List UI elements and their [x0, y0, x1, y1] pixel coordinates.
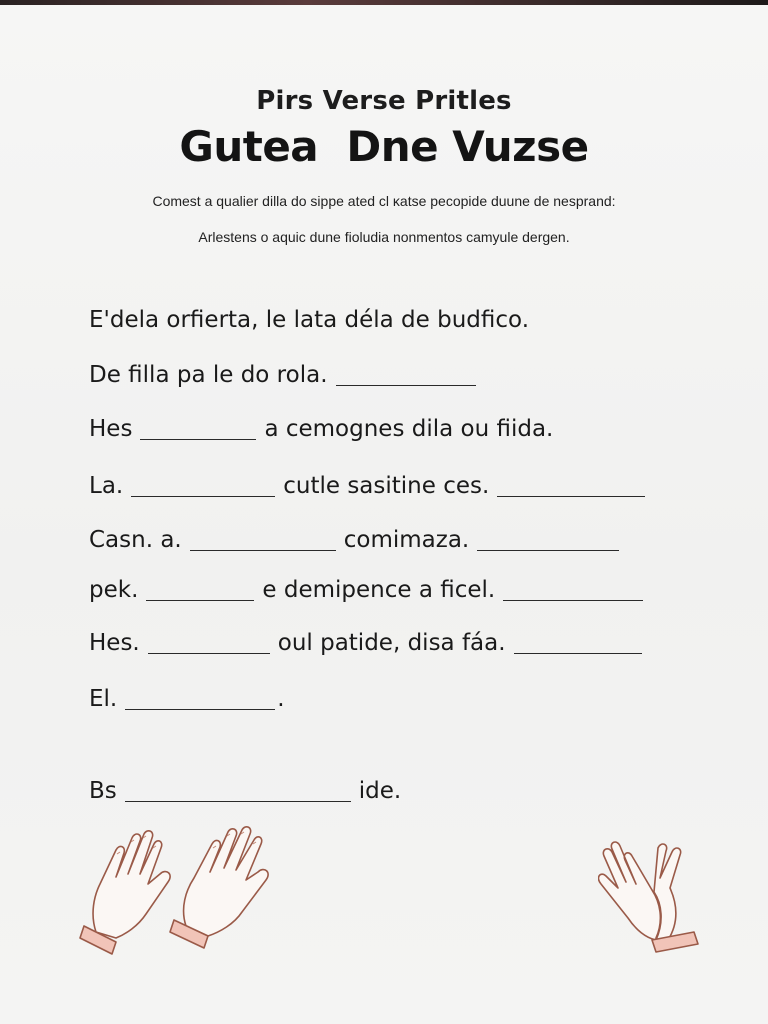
sentence-8: [89, 686, 285, 712]
sentence-text: La.: [89, 473, 124, 499]
sentence-7: [89, 630, 650, 656]
sentence-text: El.: [89, 686, 118, 712]
sentence-text: cutle sasitine ces.: [283, 473, 490, 499]
answer-blank[interactable]: [190, 530, 336, 551]
sentence-1: [89, 307, 529, 333]
raised-hands-icon: [598, 826, 708, 966]
answer-blank[interactable]: [148, 633, 270, 654]
answer-blank[interactable]: [336, 365, 476, 386]
sentence-text: pek.: [89, 577, 139, 603]
answer-blank[interactable]: [125, 781, 351, 802]
worksheet-header: [0, 86, 768, 245]
sentence-text: oul patide, disa fáa.: [277, 630, 506, 656]
worksheet-subtitle: Pirs Verse Pritles: [256, 86, 512, 116]
sentence-5: [89, 527, 627, 553]
sentence-text: Hes.: [89, 630, 140, 656]
sentence-text: Bs: [89, 778, 117, 804]
instruction-line-2: Arlestens o aquic dune fioludia nonmentos camyule dergen.: [198, 229, 570, 245]
sentence-2: [89, 362, 484, 388]
worksheet-title: Gutea Dne Vuzse: [179, 122, 589, 171]
page-top-edge: [0, 0, 768, 5]
sentence-9: [89, 778, 401, 804]
instruction-line-1: Comest a qualier dilla do sippe ated cl ĸatse pecopide duune de nesprand:: [152, 193, 616, 209]
answer-blank[interactable]: [497, 476, 645, 497]
clapping-hands-icon: [76, 822, 276, 972]
sentence-text: Casn. a.: [89, 527, 182, 553]
sentence-3: [89, 416, 553, 442]
sentence-4: [89, 473, 653, 499]
sentence-text: E'dela orfierta, le lata déla de budfico.: [89, 307, 530, 333]
answer-blank[interactable]: [503, 580, 643, 601]
sentence-text: e demipence a ficel.: [262, 577, 496, 603]
answer-blank[interactable]: [477, 530, 619, 551]
sentence-text: .: [277, 686, 285, 712]
answer-blank[interactable]: [140, 419, 256, 440]
sentence-6: [89, 577, 651, 603]
sentence-text: De filla pa le do rola.: [89, 362, 328, 388]
sentence-text: Hes: [89, 416, 133, 442]
answer-blank[interactable]: [146, 580, 254, 601]
answer-blank[interactable]: [514, 633, 642, 654]
answer-blank[interactable]: [125, 689, 275, 710]
sentence-text: a cemognes dila ou fiida.: [264, 416, 554, 442]
answer-blank[interactable]: [131, 476, 275, 497]
sentence-text: comimaza.: [343, 527, 470, 553]
sentence-text: ide.: [358, 778, 402, 804]
